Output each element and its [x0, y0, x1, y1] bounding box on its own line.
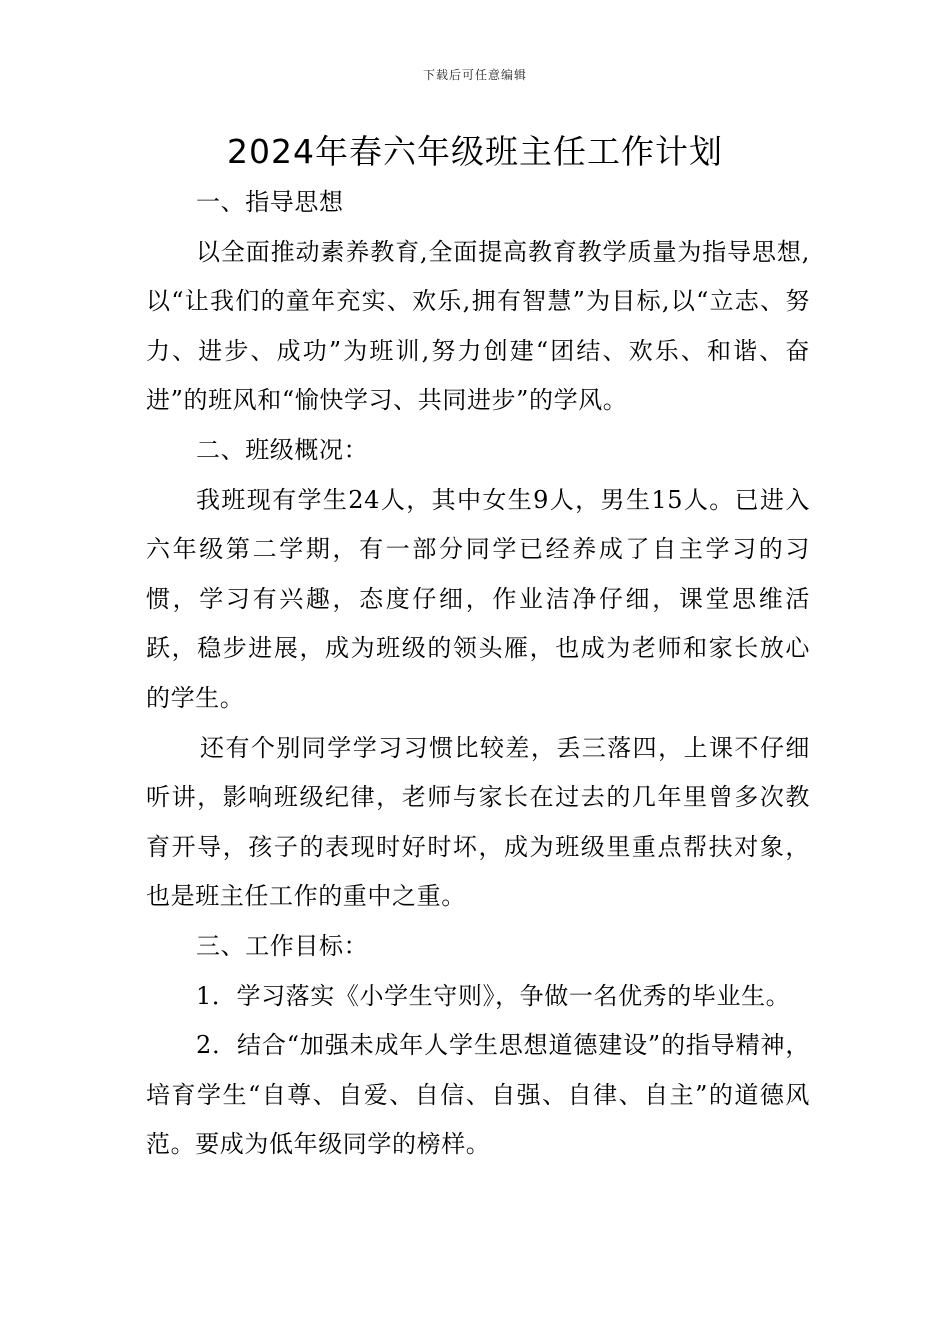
section-heading-guiding-ideology: 一、指导思想 [196, 188, 344, 216]
paragraph-guiding-ideology: 以全面推动素养教育,全面提高教育教学质量为指导思想,以“让我们的童年充实、欢乐,拥有智慧”为目标,以“立志、努力、进步、成功”为班训,努力创建“团结、欢乐、和谐、奋进”的班风和“愉快学习、共同进步”的学风。 [146, 237, 810, 415]
document-body [146, 178, 810, 1170]
list-item-goal-2: 2．结合“加强未成年人学生思想道德建设”的指导精神，培育学生“自尊、自爱、自信、自强、自律、自主”的道德风范。要成为低年级同学的榜样。 [146, 1031, 810, 1159]
section-heading-class-overview: 二、班级概况： [196, 435, 369, 464]
list-item-goal-1: 1．学习落实《小学生守则》，争做一名优秀的毕业生。 [196, 981, 791, 1010]
page-header-note: 下载后可任意编辑 [422, 68, 527, 82]
section-heading-work-goals: 三、工作目标： [196, 931, 369, 960]
document-title: 2024年春六年级班主任工作计划 [227, 132, 723, 171]
paragraph-class-overview: 我班现有学生24人，其中女生9人，男生15人。已进入六年级第二学期，有一部分同学已经养成了自主学习的习惯，学习有兴趣，态度仔细，作业洁净仔细，课堂思维活跃，稳步进展，成为班级的领头雁，也成为老师和家长放心的学生。 [146, 485, 810, 712]
paragraph-class-issues: 还有个别同学学习习惯比较差，丢三落四，上课不仔细听讲，影响班级纪律，老师与家长在过去的几年里曾多次教育开导，孩子的表现时好时坏，成为班级里重点帮扶对象，也是班主任工作的重中之重。 [146, 733, 810, 911]
